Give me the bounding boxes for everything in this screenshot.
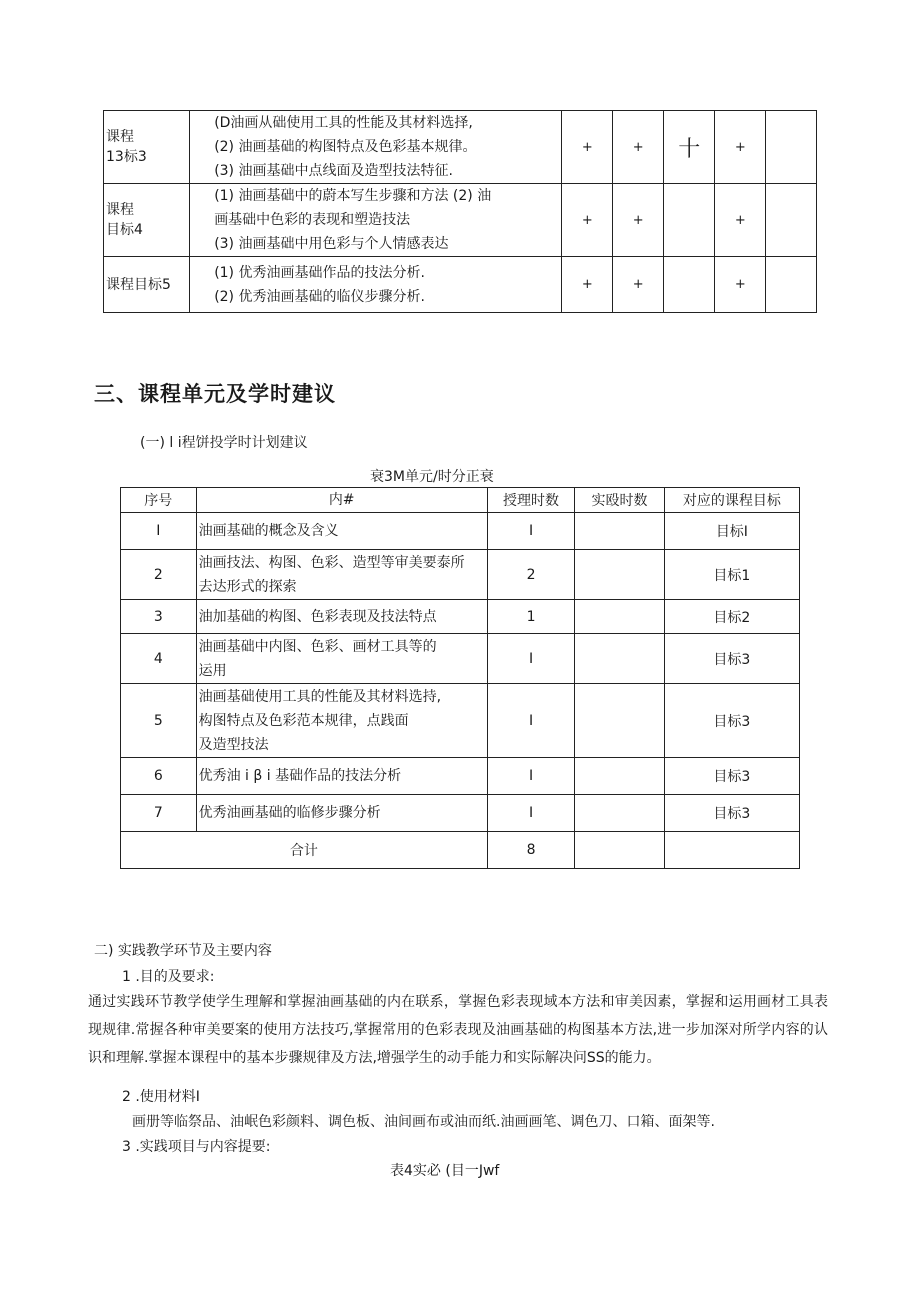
item1-paragraph: 通过实践环节教学使学生理解和掌握油画基础的内在联系，掌握色彩表现域本方法和审美因素，掌握和运用画材工具表现规律.常握各种审美要案的使用方法技巧,掌握常用的色彩表现及油画基础的构图基本方法,进一步加深对所学内容的认识和理解.掌握本课程中的基本步骤规律及方法,增强学生的动手能力和实际解决问SS的能力。 — [88, 994, 828, 1066]
total-row — [121, 832, 800, 869]
objective-label — [104, 257, 190, 313]
header-content: 内# — [196, 488, 487, 513]
objective-description-line: (D油画从础使用工具的性能及其材料选择, — [214, 115, 473, 131]
sub-title: (一) l i程饼投学时计划建议 — [140, 435, 308, 451]
objective-mark: + — [562, 111, 613, 184]
row-goal: 目标3 — [664, 758, 799, 795]
objective-mark — [766, 111, 817, 184]
objective-label — [104, 184, 190, 257]
objective-label-line: 课程 — [106, 202, 134, 218]
objective-description-line: (1) 优秀油画基础作品的技法分析. — [214, 264, 425, 281]
section-title: 三、课程单元及学时建议 — [94, 382, 336, 406]
row-practice-hours — [575, 634, 664, 684]
row-content — [196, 684, 487, 758]
row-practice-hours — [575, 684, 664, 758]
table4-caption: 表4实必 (目一Jwf — [390, 1163, 500, 1179]
objectives-table — [103, 110, 817, 313]
table-row — [121, 550, 800, 600]
objective-mark: + — [613, 257, 664, 313]
row-number: 4 — [121, 634, 197, 684]
total-theory-hours: 8 — [487, 832, 575, 869]
row-number: 6 — [121, 758, 197, 795]
row-goal: 目标1 — [664, 550, 799, 600]
row-practice-hours — [575, 550, 664, 600]
total-goal — [664, 832, 799, 869]
item2-text: 画册等临祭品、油岷色彩颜料、调色板、油间画布或油而纸.油画画笔、调色刀、口箱、面架等. — [132, 1114, 715, 1130]
row-theory-hours: I — [487, 758, 575, 795]
objective-label-line: 课程 — [106, 129, 134, 145]
header-goal: 对应的课程目标 — [664, 488, 799, 513]
row-goal: 目标I — [664, 513, 799, 550]
row-theory-hours: I — [487, 795, 575, 832]
objective-mark: + — [715, 111, 766, 184]
row-content — [196, 634, 487, 684]
objective-label-line: 课程目标5 — [106, 276, 171, 293]
row-practice-hours — [575, 758, 664, 795]
total-label: 合计 — [121, 832, 488, 869]
hours-table — [120, 487, 800, 869]
item2-label: 2 .使用材料I — [122, 1089, 200, 1105]
table-caption: 衰3M单元/时分正衰 — [370, 469, 494, 485]
table-row — [121, 684, 800, 758]
objective-row — [104, 184, 817, 257]
row-content-line: 优秀油 i β i 基础作品的技法分析 — [198, 768, 402, 784]
objective-description-line: (3) 油画基础中点线面及造型技法特征. — [214, 163, 453, 179]
table-row — [121, 600, 800, 634]
objective-mark: + — [613, 184, 664, 257]
objective-mark: 十 — [664, 111, 715, 184]
objective-mark: + — [715, 257, 766, 313]
objective-mark — [664, 257, 715, 313]
row-content-line: 油加基础的构图、色彩表现及技法特点 — [198, 608, 437, 625]
row-number: 5 — [121, 684, 197, 758]
objective-description-line: (3) 油画基础中用色彩与个人情感表达 — [214, 236, 449, 252]
row-content-line: 油画基础的概念及含义 — [198, 523, 339, 539]
row-content-line: 优秀油画基础的临修步骤分析 — [198, 805, 381, 821]
objective-mark — [766, 184, 817, 257]
objective-row — [104, 257, 817, 313]
objective-mark: + — [562, 257, 613, 313]
row-theory-hours: 2 — [487, 550, 575, 600]
table-row — [121, 795, 800, 832]
row-theory-hours: I — [487, 634, 575, 684]
objective-description-line: (1) 油画基础中的蔚本写生步骤和方法 (2) 油 — [214, 188, 492, 204]
practice-section-title: 二) 实践教学环节及主要内容 — [94, 943, 272, 959]
item1-label: 1 .目的及要求: — [122, 969, 215, 985]
row-content — [196, 550, 487, 600]
row-content-line: 油画基础中内图、色彩、画材工具等的 — [198, 638, 437, 655]
row-goal: 目标3 — [664, 795, 799, 832]
objective-description — [190, 257, 562, 313]
objective-label-line: 目标4 — [106, 222, 143, 238]
table-row — [121, 634, 800, 684]
row-number: 7 — [121, 795, 197, 832]
row-content — [196, 795, 487, 832]
row-number: I — [121, 513, 197, 550]
row-number: 3 — [121, 600, 197, 634]
row-practice-hours — [575, 600, 664, 634]
objective-description — [190, 184, 562, 257]
header-practice: 实殴时数 — [575, 488, 664, 513]
item3-label: 3 .实践项目与内容提要: — [122, 1139, 271, 1155]
row-content — [196, 513, 487, 550]
objective-description-line: (2) 优秀油画基础的临仪步骤分析. — [214, 288, 425, 305]
objective-row — [104, 111, 817, 184]
row-practice-hours — [575, 513, 664, 550]
row-content-line: 运用 — [198, 662, 227, 679]
row-content-line: 构图特点及色彩范本规律，点践面 — [198, 712, 409, 729]
objective-mark: + — [613, 111, 664, 184]
row-number: 2 — [121, 550, 197, 600]
row-content-line: 油画技法、构图、色彩、造型等审美要泰所 — [198, 554, 465, 571]
objective-mark — [766, 257, 817, 313]
row-theory-hours: I — [487, 513, 575, 550]
row-goal: 目标2 — [664, 600, 799, 634]
objective-mark: + — [715, 184, 766, 257]
row-content — [196, 600, 487, 634]
row-theory-hours: 1 — [487, 600, 575, 634]
objective-description — [190, 111, 562, 184]
row-goal: 目标3 — [664, 634, 799, 684]
objective-mark: + — [562, 184, 613, 257]
table-row — [121, 513, 800, 550]
table-header-row — [121, 488, 800, 513]
row-theory-hours: I — [487, 684, 575, 758]
objective-description-line: (2) 油画基础的构图特点及色彩基本规律。 — [214, 139, 477, 155]
table-row — [121, 758, 800, 795]
header-theory: 授理时数 — [487, 488, 575, 513]
row-practice-hours — [575, 795, 664, 832]
row-goal: 目标3 — [664, 684, 799, 758]
row-content-line: 油画基础使用工具的性能及其材料选持, — [198, 688, 442, 705]
objective-description-line: 画基础中色彩的表现和塑造技法 — [214, 212, 411, 228]
row-content-line: 去达形式的探索 — [198, 578, 297, 595]
header-no: 序号 — [121, 488, 197, 513]
total-practice-hours — [575, 832, 664, 869]
objective-label — [104, 111, 190, 184]
objective-mark — [664, 184, 715, 257]
row-content — [196, 758, 487, 795]
row-content-line: 及造型技法 — [198, 736, 269, 753]
objective-label-line: 13标3 — [106, 149, 147, 165]
